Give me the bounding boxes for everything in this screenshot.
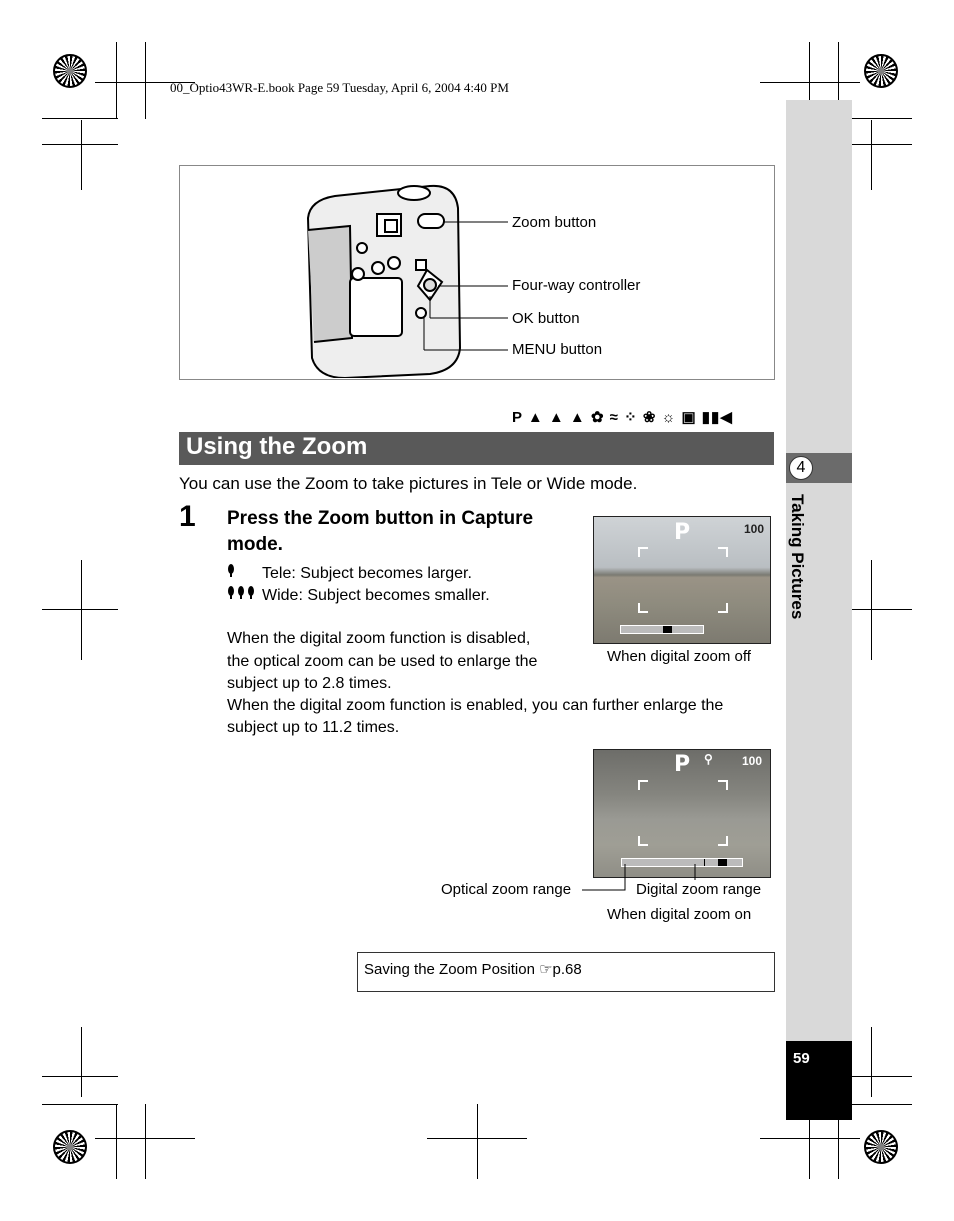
callout-four-way: Four-way controller — [512, 277, 641, 294]
focus-frame-corner — [718, 780, 728, 790]
intro-text: You can use the Zoom to take pictures in Tele or Wide mode. — [179, 474, 638, 493]
optical-zoom-label: Optical zoom range — [441, 881, 572, 898]
digital-zoom-icon: ⚲ — [704, 752, 713, 766]
chapter-title: Taking Pictures — [788, 494, 807, 620]
shots-remaining: 100 — [744, 522, 765, 536]
chapter-number: 4 — [789, 456, 813, 480]
digital-zoom-label: Digital zoom range — [636, 881, 762, 898]
callout-zoom-button: Zoom button — [512, 214, 597, 231]
mode-indicator: P — [674, 520, 691, 545]
lcd-preview-zoom-off — [593, 516, 771, 644]
focus-frame-corner — [718, 603, 728, 613]
focus-frame-corner — [638, 780, 648, 790]
reference-note: Saving the Zoom Position ☞p.68 — [364, 961, 582, 978]
section-title: Using the Zoom — [186, 433, 368, 460]
page-number: 59 — [793, 1050, 810, 1067]
para2-line2: subject up to 11.2 times. — [227, 719, 400, 736]
focus-frame-corner — [638, 547, 648, 557]
caption-zoom-off: When digital zoom off — [607, 648, 751, 665]
mode-indicator: P — [674, 752, 691, 777]
zoom-bar — [620, 625, 704, 634]
focus-frame-corner — [638, 603, 648, 613]
focus-frame-corner — [718, 836, 728, 846]
step-number: 1 — [179, 500, 196, 533]
callout-ok-button: OK button — [512, 310, 580, 327]
step-title: Press the Zoom button in Capture mode. — [227, 508, 534, 555]
mode-icons-row: P ▲ ▲ ▲ ✿ ≈ ⁘ ❀ ☼ ▣ ▮▮◀ — [512, 409, 733, 426]
shots-remaining: 100 — [742, 754, 763, 768]
tele-description: Tele: Subject becomes larger. — [262, 565, 472, 582]
para1-line3: subject up to 2.8 times. — [227, 675, 392, 692]
file-header: 00_Optio43WR-E.book Page 59 Tuesday, April 6, 2004 4:40 PM — [170, 80, 509, 95]
wide-description: Wide: Subject becomes smaller. — [262, 587, 490, 604]
zoom-glyphs — [227, 563, 261, 601]
para1-line2: the optical zoom can be used to enlarge the — [227, 653, 538, 670]
focus-frame-corner — [718, 547, 728, 557]
caption-zoom-on: When digital zoom on — [607, 906, 752, 923]
callout-menu-button: MENU button — [512, 341, 603, 358]
focus-frame-corner — [638, 836, 648, 846]
para1-line1: When the digital zoom function is disabled, — [227, 630, 531, 647]
para2-line1: When the digital zoom function is enabled, you can further enlarge the — [227, 697, 724, 714]
